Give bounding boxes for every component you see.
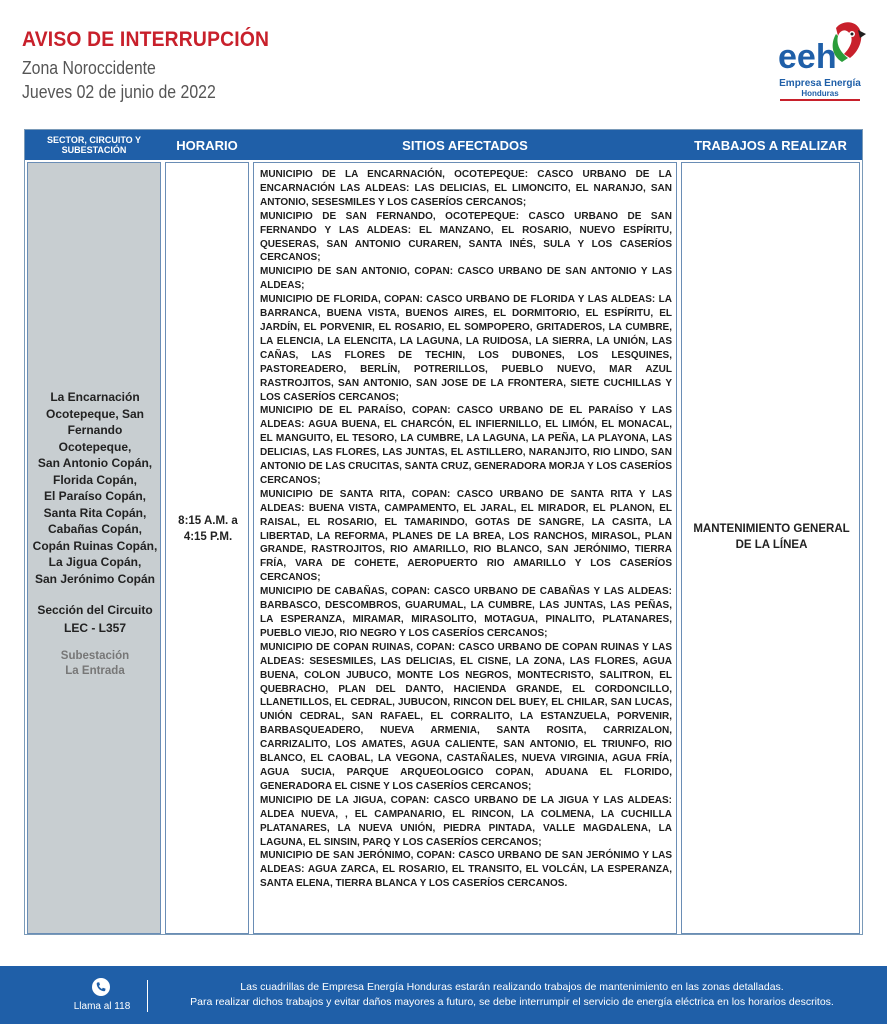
logo-brand-text: eeh xyxy=(778,38,837,76)
header-sitios: SITIOS AFECTADOS xyxy=(402,137,528,153)
footer xyxy=(0,966,887,1024)
trabajos-cell xyxy=(681,162,860,934)
circuit-section xyxy=(28,601,162,637)
trabajos-value xyxy=(682,521,861,553)
footer-notice xyxy=(152,980,872,1010)
phone-label: Llama al 118 xyxy=(73,1001,131,1012)
logo-underline xyxy=(780,99,860,101)
trabajos-line: DE LA LÍNEA xyxy=(735,539,808,551)
sitio-municipio: MUNICIPIO DE SAN JERÓNIMO, COPAN: CASCO URBANO DE SAN JERÓNIMO Y LAS ALDEAS: AGUA ZARCA, EL ROSARIO, EL TRANSITO, EL VOLCÁN, LA ESPERANZA, SANTA ELENA, TIERRA BLANCA Y LOS CASERÍOS CERCANOS. xyxy=(260,850,672,890)
substation xyxy=(28,649,162,679)
sitio-municipio: MUNICIPIO DE LA ENCARNACIÓN, OCOTEPEQUE: CASCO URBANO DE LA ENCARNACIÓN LAS ALDEAS: LAS DELICIAS, EL LIMONCITO, EL NARANJO, SAN ANTONIO, SESESMILES Y LOS CASERÍOS CERCANOS; xyxy=(260,169,672,208)
sector-cell xyxy=(27,162,161,934)
circuit-code: LEC - L357 xyxy=(63,621,126,635)
sitios-cell xyxy=(253,162,677,934)
seccion-label: Sección del Circuito xyxy=(37,603,153,617)
logo-line1: Empresa Energía xyxy=(779,78,861,89)
date-label: Jueves 02 de junio de 2022 xyxy=(22,82,216,102)
sector-line: La Encarnación xyxy=(50,390,140,404)
sector-line: La Jigua Copán, xyxy=(48,555,142,569)
sector-line: Santa Rita Copán, xyxy=(43,505,147,520)
footer-line2: Para realizar dichos trabajos y evitar daños mayores a futuro, se debe interrumpir el servicio de energía eléctrica en los horarios descritos. xyxy=(190,996,834,1008)
footer-line1: Las cuadrillas de Empresa Energía Honduras estarán realizando trabajos de mantenimiento en las zonas detalladas. xyxy=(240,981,784,993)
footer-divider xyxy=(147,980,148,1012)
sitio-municipio: MUNICIPIO DE SAN ANTONIO, COPAN: CASCO URBANO DE SAN ANTONIO Y LAS ALDEAS; xyxy=(260,266,672,292)
company-logo xyxy=(770,18,870,100)
sector-line: San Jerónimo Copán xyxy=(34,571,156,586)
horario-start: 8:15 A.M. a xyxy=(178,515,238,527)
sitios-list xyxy=(260,168,672,891)
sitio-municipio: MUNICIPIO DE EL PARAÍSO, COPAN: CASCO URBANO DE EL PARAÍSO Y LAS ALDEAS: AGUA BUENA, EL CHARCÓN, EL INFIERNILLO, EL LIMÓN, EL MONACAL, EL MANGUITO, EL TESORO, LA CUMBRE, LA LAGUNA, LA PEÑA, LA PLAYONA, LAS DELICIAS, LAS FLORES, LAS JUNTAS, EL ASTILLERO, NARANJITO, RIO LINDO, SAN ANTONIO DE LAS CRUCITAS, SANTA CRUZ, GENERADORA MORJA Y LOS CASERÍOS CERCANOS; xyxy=(260,405,672,486)
phone-icon[interactable] xyxy=(92,978,110,996)
substation-name: La Entrada xyxy=(65,665,125,677)
horario-value xyxy=(166,513,250,545)
sector-line: Cabañas Copán, xyxy=(47,522,143,536)
sitio-municipio: MUNICIPIO DE SAN FERNANDO, OCOTEPEQUE: CASCO URBANO DE SAN FERNANDO Y LAS ALDEAS: EL MANZANO, EL ROSARIO, NUEVO ESPÍRITU, QUESERAS, SAN ANTONIO CURAREN, SANTA INÉS, SULA Y LOS CASERÍOS CERCANOS; xyxy=(260,210,672,264)
zone-label: Zona Noroccidente xyxy=(22,58,156,78)
sector-line: El Paraíso Copán, xyxy=(43,489,147,503)
sector-line: Copán Ruinas Copán, xyxy=(32,538,158,553)
horario-end: 4:15 P.M. xyxy=(183,531,233,543)
sector-line: Ocotepeque, xyxy=(58,439,132,454)
header-horario: HORARIO xyxy=(176,137,238,153)
table-header xyxy=(25,130,862,160)
logo-line2: Honduras xyxy=(801,89,839,98)
sitio-municipio: MUNICIPIO DE SANTA RITA, COPAN: CASCO URBANO DE SANTA RITA Y LAS ALDEAS: BUENA VISTA, CAMPAMENTO, EL JARAL, EL MIRADOR, EL PLANON, EL RAISAL, EL ROSARIO, EL TAMARINDO, GOTAS DE SANGRE, LA CASITA, LA LIBERTAD, LA REFORMA, PLANES DE LA BREA, LOS RANCHOS, MIRASOL, PLAN GRANDE, RASTROJITOS, RIO AMARILLO, RIO BLANCO, SAN JERÓNIMO, TIERRA FRÍA, VARA DE COHETE, AEROPUERTO RIO AMARILLO Y LOS CASERÍOS CERCANOS; xyxy=(260,488,672,584)
interruption-table xyxy=(24,129,863,935)
horario-cell xyxy=(165,162,249,934)
sector-line: Ocotepeque, San xyxy=(45,406,145,421)
sitio-municipio: MUNICIPIO DE FLORIDA, COPAN: CASCO URBANO DE FLORIDA Y LAS ALDEAS: LA BARRANCA, BUENA VISTA, BUENOS AIRES, EL DORMITORIO, EL ESPÍRITU, EL JARDÍN, EL PORVENIR, EL ROSARIO, EL SOMPOPERO, GRITADEROS, LA CUMBRE, LA ELENCIA, LA ELENCITA, LA LAGUNA, LA RUIDOSA, LA SIERRA, LA UNIÓN, LAS CAÑAS, LAS FLORES DE TECHIN, LOS DUBONES, LOS LESQUINES, PASTOREADERO, BERLÍN, POTRERILLOS, PUEBLO NUEVO, MAR AZUL RASTROJITOS, SAN ANTONIO, SAN JOSE DE LA FRONTERA, SIETE CUCHILLAS Y LOS CASERÍOS CERCANOS; xyxy=(260,294,672,403)
substation-label: Subestación xyxy=(60,650,130,662)
sector-line: Fernando xyxy=(67,423,123,437)
header-trabajos: TRABAJOS A REALIZAR xyxy=(694,137,847,153)
sector-line: Florida Copán, xyxy=(53,472,137,487)
sitio-municipio: MUNICIPIO DE LA JIGUA, COPAN: CASCO URBANO DE LA JIGUA Y LAS ALDEAS: ALDEA NUEVA, , EL CAMPANARIO, EL RINCON, LA COLMENA, LA CUCHILLA PLATANARES, LA NUEVA UNIÓN, PIEDRA PINTADA, VALLE MAGDALENA, LA LAGUNA, EL SINSIN, PARQ Y LOS CASERÍOS CERCANOS; xyxy=(260,794,672,848)
sector-list xyxy=(28,389,162,587)
header xyxy=(0,0,887,125)
page-title: AVISO DE INTERRUPCIÓN xyxy=(22,28,270,51)
header-sector: SECTOR, CIRCUITO Y SUBESTACIÓN xyxy=(46,135,142,155)
trabajos-line: MANTENIMIENTO GENERAL xyxy=(693,523,850,535)
sitio-municipio: MUNICIPIO DE COPAN RUINAS, COPAN: CASCO URBANO DE COPAN RUINAS Y LAS ALDEAS: SESESMILES, LAS DELICIAS, EL CISNE, LA ZONA, LAS FLORES, AGUA BUENA, COLON JUBUCO, MONTE LOS NEGROS, MONTECRISTO, SALITRON, EL QUEBRACHO, PLAN DEL DANTO, HACIENDA GRANDE, EL CORDONCILLO, LLANETILLOS, EL CEDRAL, JUBUCON, RINCON DEL BUEY, EL CHILAR, SAN LUCAS, UNIÓN CEDRAL, SAN RAFAEL, EL CORRALITO, LA ESTANZUELA, PORVENIR, BARBASQUEADERO, NUEVA ARMENIA, SANTA ROSITA, CARRIZALON, CARRIZALITO, LOS AMATES, AGUA CALIENTE, SAN ANTONIO, EL TRIUNFO, RIO BLANCO, EL CAOBAL, LA VEGONA, CASTAÑALES, NUEVA VIRGINIA, AGUA FRÍA, AGUA SUCIA, PARQUE ARQUEOLOGICO COPAN, ADUANA EL FLORIDO, GENERADORA EL CISNE Y LOS CASERÍOS CERCANOS; xyxy=(260,641,672,792)
sitio-municipio: MUNICIPIO DE CABAÑAS, COPAN: CASCO URBANO DE CABAÑAS Y LAS ALDEAS: BARBASCO, DESCOMBROS, GUARUMAL, LA CUMBRE, LAS JUNTAS, LAS PEÑAS, LA ESPERANZA, MIRAMAR, MIRASOLITO, MOTAGUA, PINALITO, PLATANARES, PUEBLO VIEJO, RIO NEGRO Y LOS CASERÍOS CERCANOS; xyxy=(260,586,672,639)
logo-mark-icon xyxy=(770,18,870,80)
sector-line: San Antonio Copán, xyxy=(37,456,153,470)
